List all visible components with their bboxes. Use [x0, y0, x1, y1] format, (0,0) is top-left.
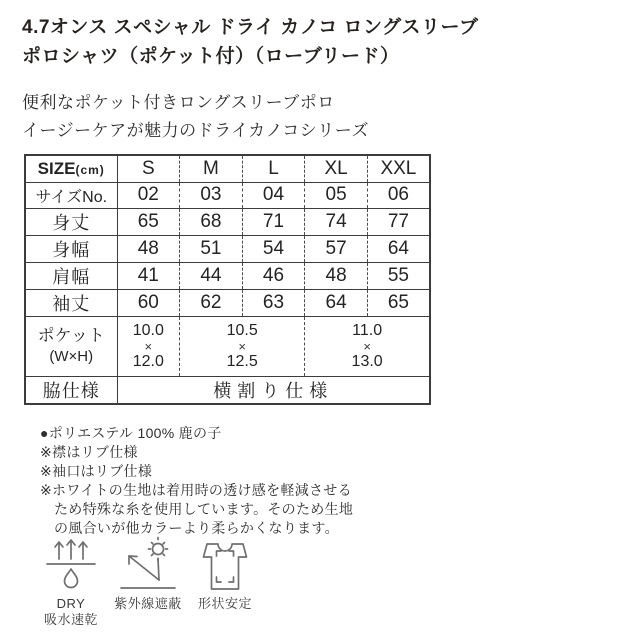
dry-label-line1: DRY	[56, 596, 86, 611]
size-chart-header-row	[25, 155, 430, 182]
times-sign: ×	[238, 338, 246, 354]
table-row-sleeve-length	[25, 289, 430, 316]
cell-value: 04	[242, 182, 305, 208]
cell-value: 06	[367, 182, 430, 208]
product-subtitle	[22, 89, 640, 145]
product-notes	[40, 424, 640, 538]
cell-value: 02	[117, 182, 180, 208]
pocket-label-line2: (W×H)	[49, 348, 94, 365]
table-row-side-spec	[25, 376, 430, 404]
size-chart-table	[24, 154, 431, 405]
size-header-cell	[25, 155, 117, 182]
row-label-pocket	[25, 316, 117, 376]
cell-value: 03	[180, 182, 243, 208]
cell-value: 54	[242, 235, 305, 262]
row-label: 身丈	[25, 208, 117, 235]
row-label: 肩幅	[25, 262, 117, 289]
feature-dry	[40, 536, 102, 628]
feature-icons-row	[40, 536, 258, 628]
table-row-body-length	[25, 208, 430, 235]
table-row-pocket	[25, 316, 430, 376]
pocket-width: 10.0	[132, 321, 164, 339]
size-unit-label: (cm)	[75, 163, 105, 178]
cell-value: 48	[117, 235, 180, 262]
row-label: 身幅	[25, 235, 117, 262]
cell-value: 64	[367, 235, 430, 262]
size-col-xxl: XXL	[367, 155, 430, 182]
pocket-width: 10.5	[226, 321, 258, 339]
note-collar: ※襟はリブ仕様	[40, 443, 138, 460]
size-col-l: L	[242, 155, 305, 182]
pocket-height: 12.5	[226, 352, 258, 370]
pocket-height: 12.0	[132, 352, 164, 370]
dry-label	[44, 596, 98, 628]
feature-shape-stability	[192, 536, 258, 612]
pocket-height: 13.0	[351, 352, 383, 370]
product-subtitle-line1: 便利なポケット付きロングスリーブポロ	[22, 93, 335, 112]
cell-value: 63	[242, 289, 305, 316]
cell-value: 71	[242, 208, 305, 235]
cell-value: 51	[180, 235, 243, 262]
size-col-m: M	[180, 155, 243, 182]
product-title-line1: 4.7オンス スペシャル ドライ カノコ ロングスリーブ	[22, 17, 479, 38]
product-title	[22, 13, 640, 71]
cell-value: 65	[367, 289, 430, 316]
pocket-cell-m-l	[180, 316, 305, 376]
cell-value: 46	[242, 262, 305, 289]
row-label: 袖丈	[25, 289, 117, 316]
times-sign: ×	[363, 338, 371, 354]
size-col-s: S	[117, 155, 180, 182]
table-row-shoulder-width	[25, 262, 430, 289]
product-title-line2: ポロシャツ（ポケット付）（ローブリード）	[22, 46, 400, 67]
cell-value: 55	[367, 262, 430, 289]
times-sign: ×	[144, 338, 153, 354]
cell-value: 68	[180, 208, 243, 235]
cell-value: 41	[117, 262, 180, 289]
table-row-body-width	[25, 235, 430, 262]
row-label: 脇仕様	[25, 376, 117, 404]
cell-value: 48	[305, 262, 368, 289]
cell-value: 57	[305, 235, 368, 262]
size-label: SIZE	[37, 159, 76, 179]
feature-uv-protection	[110, 536, 186, 612]
row-label: サイズNo.	[25, 182, 117, 208]
shape-stability-icon	[198, 536, 252, 593]
dry-quick-absorb-icon	[44, 536, 98, 593]
note-cuff: ※袖口はリブ仕様	[40, 462, 153, 479]
dry-label-line2: 吸水速乾	[43, 612, 98, 627]
cell-value: 74	[305, 208, 368, 235]
table-row-size-no	[25, 182, 430, 208]
product-subtitle-line2: イージーケアが魅力のドライカノコシリーズ	[22, 121, 369, 140]
cell-value: 05	[305, 182, 368, 208]
note-material: ●ポリエステル 100% 鹿の子	[40, 424, 222, 441]
note-white-fabric-line3: の風合いが他カラーより柔らかくなります。	[54, 519, 339, 536]
pocket-cell-xl-xxl	[305, 316, 430, 376]
note-white-fabric-line2: ため特殊な糸を使用しています。そのため生地	[54, 500, 354, 517]
cell-value: 77	[367, 208, 430, 235]
cell-value: 64	[305, 289, 368, 316]
uv-protection-icon	[117, 536, 179, 593]
cell-value: 60	[117, 289, 180, 316]
cell-value: 44	[180, 262, 243, 289]
pocket-width: 11.0	[352, 321, 383, 339]
cell-value: 62	[180, 289, 243, 316]
shape-stability-label: 形状安定	[197, 596, 252, 611]
cell-value: 65	[117, 208, 180, 235]
pocket-cell-s	[117, 316, 180, 376]
pocket-label-line1: ポケット	[37, 326, 105, 345]
uv-protection-label: 紫外線遮蔽	[114, 596, 182, 611]
note-white-fabric-line1: ※ホワイトの生地は着用時の透け感を軽減させる	[40, 481, 352, 498]
size-col-xl: XL	[305, 155, 368, 182]
side-spec-value: 横割り仕様	[117, 376, 430, 404]
